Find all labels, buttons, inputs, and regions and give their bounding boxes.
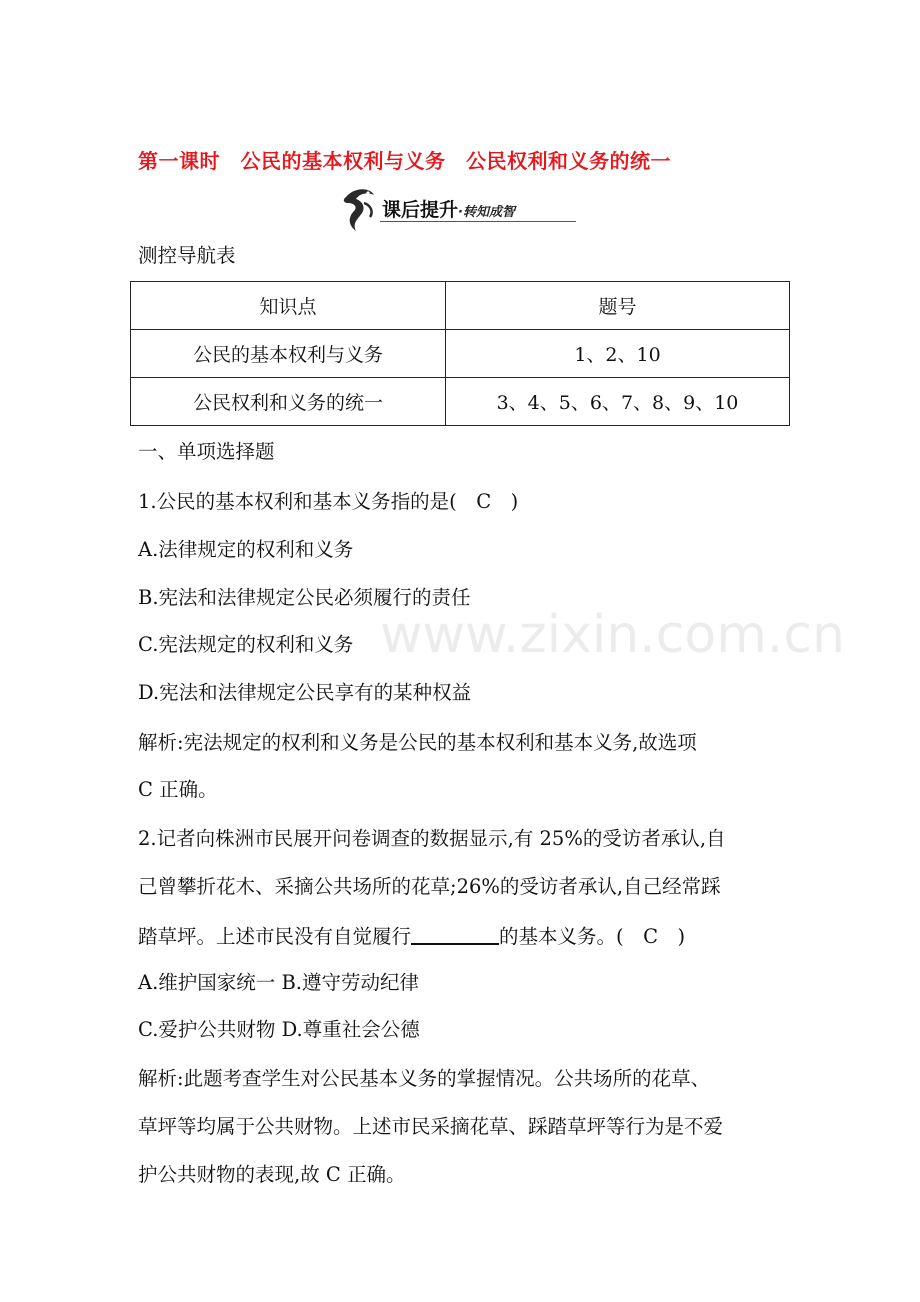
table-row (131, 378, 790, 426)
question-1-option: C.宪法规定的权利和义务 (138, 633, 354, 656)
question-1-analysis: 解析:宪法规定的权利和义务是公民的基本权利和基本义务,故选项 (138, 731, 697, 754)
table-row (131, 330, 790, 378)
nav-table (130, 281, 790, 426)
question-1-option: D.宪法和法律规定公民享有的某种权益 (138, 681, 472, 704)
question-2-stem: 2.记者向株洲市民展开问卷调查的数据显示,有 25%的受访者承认,自 (138, 827, 726, 850)
lesson-title: 第一课时 公民的基本权利与义务 公民权利和义务的统一 (138, 149, 671, 173)
table-cell: 公民权利和义务的统一 (131, 378, 446, 426)
question-1-option: A.法律规定的权利和义务 (138, 538, 354, 561)
table-header-row (131, 282, 790, 330)
question-2-analysis: 解析:此题考查学生对公民基本义务的掌握情况。公共场所的花草、 (138, 1067, 711, 1090)
table-cell: 3、4、5、6、7、8、9、10 (446, 378, 790, 426)
question-2-stem: 己曾攀折花木、采摘公共场所的花草;26%的受访者承认,自己经常踩 (138, 875, 721, 898)
question-2-stem-part: 踏草坪。上述市民没有自觉履行 (138, 925, 412, 948)
question-1-option: B.宪法和法律规定公民必须履行的责任 (138, 586, 471, 609)
banner-sub: 转知成智 (462, 205, 515, 220)
section-heading: 一、单项选择题 (138, 440, 275, 463)
nav-table-label: 测控导航表 (138, 244, 236, 267)
question-2-analysis: 护公共财物的表现,故 C 正确。 (138, 1163, 406, 1186)
question-1-stem: 1.公民的基本权利和基本义务指的是( C ) (138, 490, 519, 513)
fill-blank (411, 923, 499, 945)
banner-separator: · (458, 205, 463, 220)
question-2-stem-last (138, 923, 685, 949)
question-2-stem-part: 的基本义务。( C ) (499, 925, 686, 948)
banner-main: 课后提升 (382, 199, 459, 221)
banner-text (382, 195, 515, 222)
table-header-cell: 知识点 (131, 282, 446, 330)
table-header-cell: 题号 (446, 282, 790, 330)
question-1-analysis: C 正确。 (138, 778, 218, 801)
question-2-analysis: 草坪等均属于公共财物。上述市民采摘花草、踩踏草坪等行为是不爱 (138, 1115, 724, 1138)
question-2-option: A.维护国家统一 B.遵守劳动纪律 (138, 971, 420, 994)
after-class-banner (340, 183, 580, 231)
table-cell: 公民的基本权利与义务 (131, 330, 446, 378)
table-cell: 1、2、10 (446, 330, 790, 378)
banner-underline (380, 221, 576, 222)
watermark: www.zixin.com.cn (380, 605, 845, 665)
dragon-logo-icon (340, 183, 380, 233)
question-2-option: C.爱护公共财物 D.尊重社会公德 (138, 1018, 420, 1041)
